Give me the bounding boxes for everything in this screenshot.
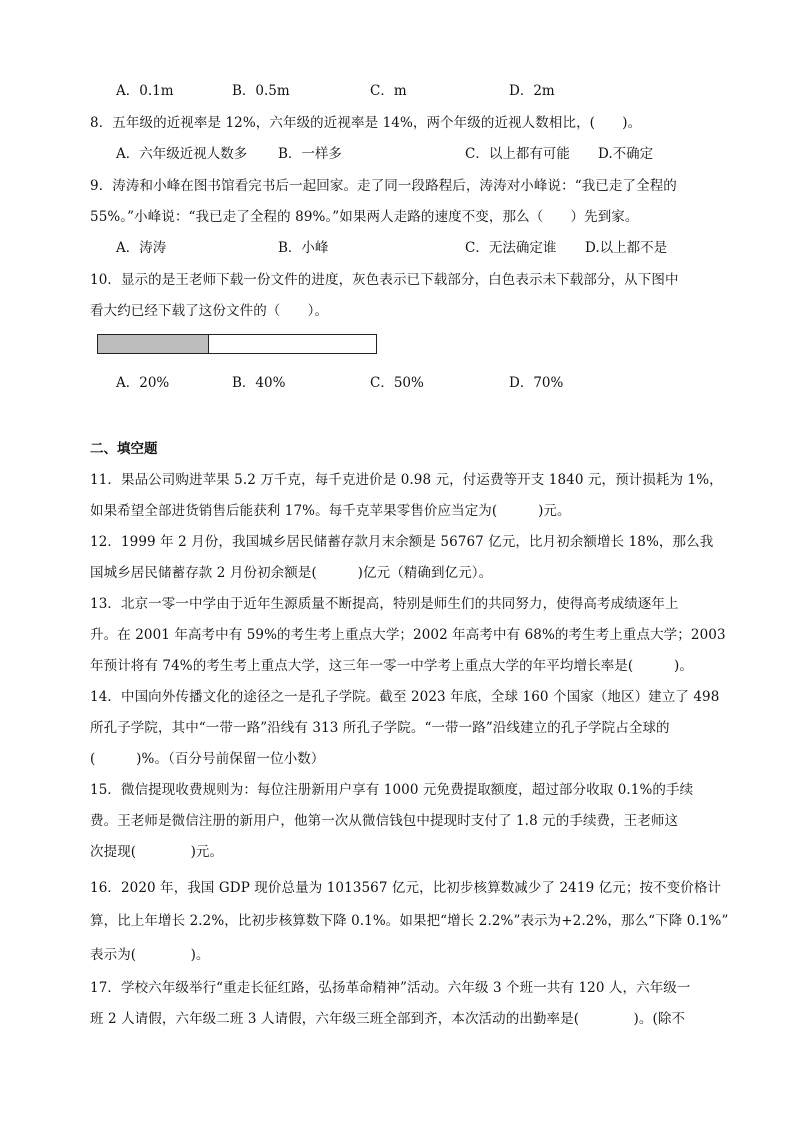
- q8-option-c: C．以上都有可能: [465, 146, 570, 162]
- downloaded-portion: [98, 335, 209, 353]
- q16-text-line: 算，比上年增长 2.2%，比初步核算数下降 0.1%。如果把“增长 2.2%”表示为+2.2%，那么“下降 0.1%”: [90, 913, 729, 929]
- q7-option-c: C．m: [370, 83, 407, 99]
- q17-text-line: 17．学校六年级举行“重走长征红路，弘扬革命精神”活动。六年级 3 个班一共有 120 人，六年级一: [90, 980, 691, 996]
- q11-text-line: 11．果品公司购进苹果 5.2 万千克，每千克进价是 0.98 元，付运费等开支 1840 元，预计损耗为 1%，: [90, 472, 723, 488]
- q8-option-b: B．一样多: [278, 146, 342, 162]
- q13-text-line: 年预计将有 74%的考生考上重点大学，这三年一零一中学考上重点大学的年平均增长率是( )。: [90, 658, 694, 674]
- q13-text-line: 13．北京一零一中学由于近年生源质量不断提高，特别是师生们的共同努力，使得高考成绩逐年上: [90, 596, 679, 612]
- q7-option-b: B．0.5m: [232, 83, 290, 99]
- q10-text-line: 10．显示的是王老师下载一份文件的进度，灰色表示已下载部分，白色表示未下载部分，从下图中: [90, 272, 679, 288]
- q7-option-a: A．0.1m: [116, 83, 174, 99]
- q16-text-line: 16．2020 年，我国 GDP 现价总量为 1013567 亿元，比初步核算数减少了 2419 亿元；按不变价格计: [90, 880, 722, 896]
- q12-text-line: 12．1999 年 2 月份，我国城乡居民储蓄存款月末余额是 56767 亿元，比月初余额增长 18%，那么我: [90, 534, 714, 550]
- q9-text-line: 55%。”小峰说：“我已走了全程的 89%。”如果两人走路的速度不变，那么（ ）先到家。: [90, 209, 639, 225]
- q8-option-a: A．六年级近视人数多: [116, 146, 248, 162]
- q15-text-line: 费。王老师是微信注册的新用户，他第一次从微信钱包中提现时支付了 1.8 元的手续费，王老师这: [90, 813, 679, 829]
- q9-option-b: B．小峰: [278, 240, 329, 256]
- q17-text-line: 班 2 人请假，六年级二班 3 人请假，六年级三班全部到齐，本次活动的出勤率是( )。(除不: [90, 1011, 686, 1027]
- q8-option-d: D.不确定: [598, 146, 654, 162]
- q15-text-line: 次提现( )元。: [90, 844, 224, 860]
- q14-text-line: 所孔子学院，其中“一带一路”沿线有 313 所孔子学院。“一带一路”沿线建立的孔子学院占全球的: [90, 720, 670, 736]
- section-title: 二、填空题: [90, 441, 158, 457]
- q9-text-line: 9．涛涛和小峰在图书馆看完书后一起回家。走了同一段路程后，涛涛对小峰说：“我已走了全程的: [90, 178, 677, 194]
- q9-option-a: A．涛涛: [116, 240, 167, 256]
- q10-option-d: D．70%: [509, 375, 564, 391]
- q10-option-b: B．40%: [232, 375, 286, 391]
- q10-option-c: C．50%: [370, 375, 424, 391]
- q16-text-line: 表示为( )。: [90, 947, 210, 963]
- q10-text-line: 看大约已经下载了这份文件的（ ）。: [90, 303, 329, 319]
- q13-text-line: 升。在 2001 年高考中有 59%的考生考上重点大学；2002 年高考中有 68%的考生考上重点大学；2003: [90, 627, 726, 643]
- q9-option-d: D.以上都不是: [585, 240, 668, 256]
- q14-text-line: ( )%。（百分号前保留一位小数）: [90, 751, 325, 767]
- q8-text-line: 8．五年级的近视率是 12%，六年级的近视率是 14%，两个年级的近视人数相比，( )。: [90, 115, 642, 131]
- q15-text-line: 15．微信提现收费规则为：每位注册新用户享有 1000 元免费提取额度，超过部分收取 0.1%的手续: [90, 782, 694, 798]
- q7-option-d: D．2m: [509, 83, 555, 99]
- download-progress-bar: [97, 334, 377, 354]
- q14-text-line: 14．中国向外传播文化的途径之一是孔子学院。截至 2023 年底，全球 160 个国家（地区）建立了 498: [90, 689, 720, 705]
- q11-text-line: 如果希望全部进货销售后能获利 17%。每千克苹果零售价应当定为( )元。: [90, 503, 571, 519]
- q9-option-c: C．无法确定谁: [465, 240, 557, 256]
- q12-text-line: 国城乡居民储蓄存款 2 月份初余额是( )亿元（精确到亿元）。: [90, 565, 493, 581]
- q10-option-a: A．20%: [116, 375, 170, 391]
